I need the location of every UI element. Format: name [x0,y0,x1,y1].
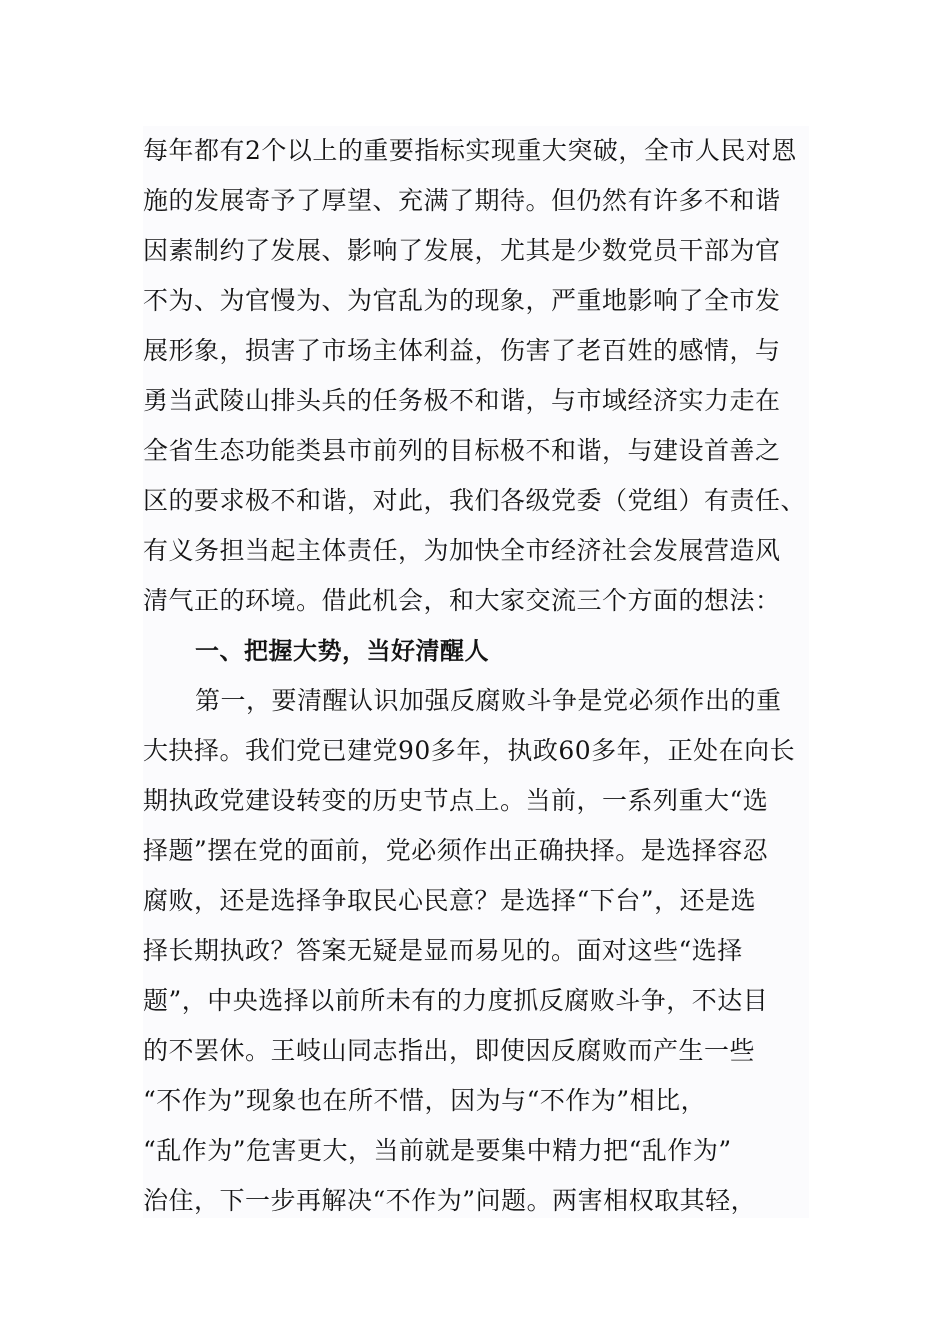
text-line: 的不罢休。王岐山同志指出，即使因反腐败而产生一些 [143,1036,756,1065]
text-line: 期执政党建设转变的历史节点上。当前，一系列重大“选 [143,786,769,815]
section-heading: 一、把握大势，当好清醒人 [195,637,489,665]
text-line: 大抉择。我们党已建党90多年，执政60多年，正处在向长 [143,736,796,765]
text-line: “不作为”现象也在所不惜，因为与“不作为”相比， [143,1086,707,1115]
text-line: 区的要求极不和谐，对此，我们各级党委（党组）有责任、 [143,486,807,515]
text-line: 题”，中央选择以前所未有的力度抓反腐败斗争，不达目 [143,986,769,1015]
text-line: 因素制约了发展、影响了发展，尤其是少数党员干部为官 [143,236,781,265]
text-line: 腐败，还是选择争取民心民意？是选择“下台”，还是选 [143,886,757,915]
text-line: “乱作为”危害更大，当前就是要集中精力把“乱作为” [143,1136,732,1165]
text-line: 择长期执政？答案无疑是显而易见的。面对这些“选择 [143,936,743,965]
text-line: 每年都有2个以上的重要指标实现重大突破，全市人民对恩 [143,136,797,165]
text-line: 有义务担当起主体责任，为加快全市经济社会发展营造风 [143,536,781,565]
text-line: 展形象，损害了市场主体利益，伤害了老百姓的感情，与 [143,336,781,365]
text-line: 清气正的环境。借此机会，和大家交流三个方面的想法： [143,586,781,615]
body-text [143,126,809,1218]
text-line: 勇当武陵山排头兵的任务极不和谐，与市域经济实力走在 [143,386,781,415]
text-line: 第一，要清醒认识加强反腐败斗争是党必须作出的重 [195,686,782,715]
text-line: 择题”摆在党的面前，党必须作出正确抉择。是选择容忍 [143,836,769,865]
text-line: 治住，下一步再解决“不作为”问题。两害相权取其轻， [143,1186,757,1215]
text-line: 全省生态功能类县市前列的目标极不和谐，与建设首善之 [143,436,781,465]
text-line: 施的发展寄予了厚望、充满了期待。但仍然有许多不和谐 [143,186,781,215]
text-line: 不为、为官慢为、为官乱为的现象，严重地影响了全市发 [143,286,781,315]
